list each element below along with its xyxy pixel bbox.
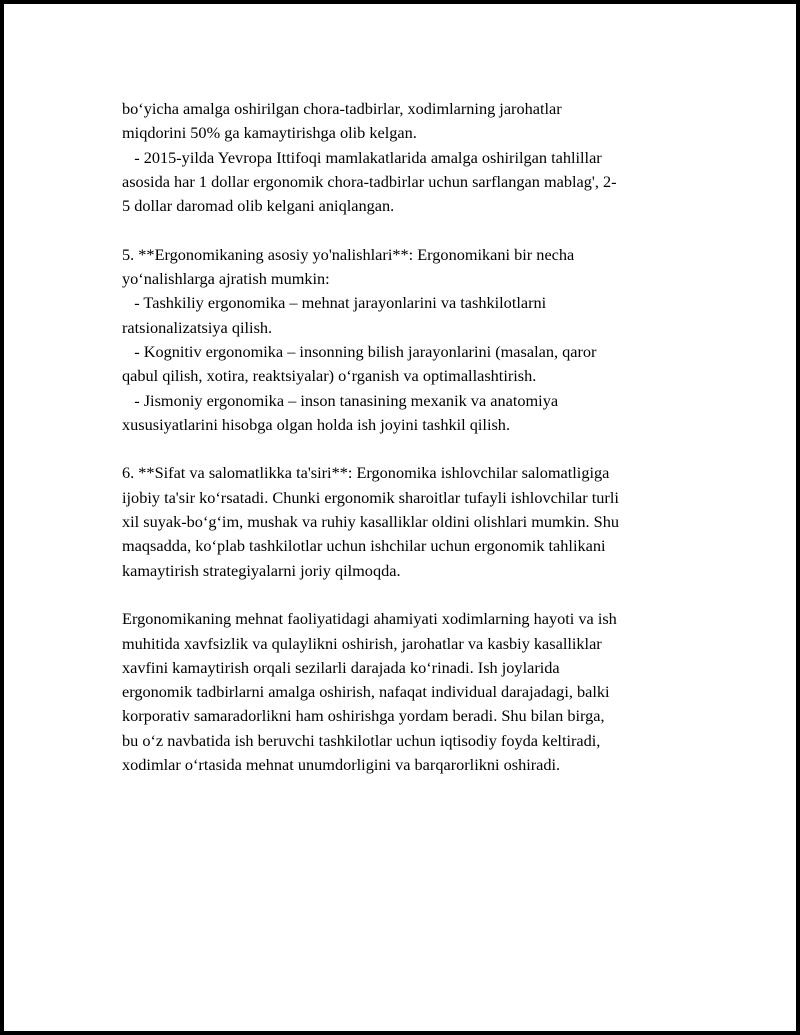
text-line: bo‘yicha amalga oshirilgan chora-tadbirlar, xodimlarning jarohatlar [122, 99, 562, 118]
section-5-ergonomics-directions [122, 243, 692, 437]
text-line: xavfini kamaytirish orqali sezilarli darajada ko‘rinadi. Ish joylarida [122, 657, 560, 677]
text-line: xil suyak-bo‘g‘im, mushak va ruhiy kasalliklar oldini olishlari mumkin. Shu [122, 512, 619, 532]
section-heading-line: 5. **Ergonomikaning asosiy yo'nalishlari**: Ergonomikani bir necha [122, 244, 575, 264]
text-line: ijobiy ta'sir ko‘rsatadi. Chunki ergonomik sharoitlar tufayli ishlovchilar turli [122, 487, 619, 507]
text-line: muhitida xavfsizlik va qulaylikni oshirish, jarohatlar va kasbiy kasalliklar [122, 633, 602, 653]
section-heading-line: 6. **Sifat va salomatlikka ta'siri**: Ergonomika ishlovchilar salomatligiga [122, 463, 610, 483]
paragraph-spacer [122, 218, 692, 242]
text-line: kamaytirish strategiyalarni joriy qilmoqda. [122, 560, 401, 580]
list-item-line: - Kognitiv ergonomika – insonning bilish jarayonlarini (masalan, qaror [122, 341, 597, 361]
text-line: xususiyatlarini hisobga olgan holda ish joyini tashkil qilish. [122, 414, 511, 434]
paragraph-spacer [122, 583, 692, 607]
text-line: miqdorini 50% ga kamaytirishga olib kelgan. [122, 123, 417, 143]
text-line: yo‘nalishlarga ajratish mumkin: [122, 269, 330, 289]
paragraph-spacer [122, 437, 692, 461]
text-line: Ergonomikaning mehnat faoliyatidagi ahamiyati xodimlarning hayoti va ish [122, 609, 617, 629]
text-line: ergonomik tadbirlarni amalga oshirish, nafaqat individual darajadagi, balki [122, 682, 610, 702]
document-body [122, 97, 692, 777]
list-item-line: - Tashkiliy ergonomika – mehnat jarayonlarini va tashkilotlarni [122, 293, 547, 313]
list-item-line: - Jismoniy ergonomika – inson tanasining mexanik va anatomiya [122, 390, 559, 410]
text-line: qabul qilish, xotira, reaktsiyalar) o‘rganish va optimallashtirish. [122, 366, 537, 386]
text-line: ratsionalizatsiya qilish. [122, 317, 273, 337]
text-line: maqsadda, ko‘plab tashkilotlar uchun ishchilar uchun ergonomik tahlikani [122, 536, 606, 556]
text-line: bu o‘z navbatida ish beruvchi tashkilotlar uchun iqtisodiy foyda keltiradi, [122, 730, 601, 750]
section-6-health-impact [122, 461, 692, 582]
text-line: - 2015-yilda Yevropa Ittifoqi mamlakatlarida amalga oshirilgan tahlillar [122, 147, 602, 167]
text-line: asosida har 1 dollar ergonomik chora-tadbirlar uchun sarflangan mablag', 2- [122, 171, 617, 191]
paragraph-continuation [122, 97, 692, 218]
paragraph-conclusion [122, 607, 692, 777]
text-line: xodimlar o‘rtasida mehnat unumdorligini va barqarorlikni oshiradi. [122, 755, 561, 775]
text-line: 5 dollar daromad olib kelgani aniqlangan. [122, 196, 395, 216]
text-line: korporativ samaradorlikni ham oshirishga yordam beradi. Shu bilan birga, [122, 706, 605, 726]
